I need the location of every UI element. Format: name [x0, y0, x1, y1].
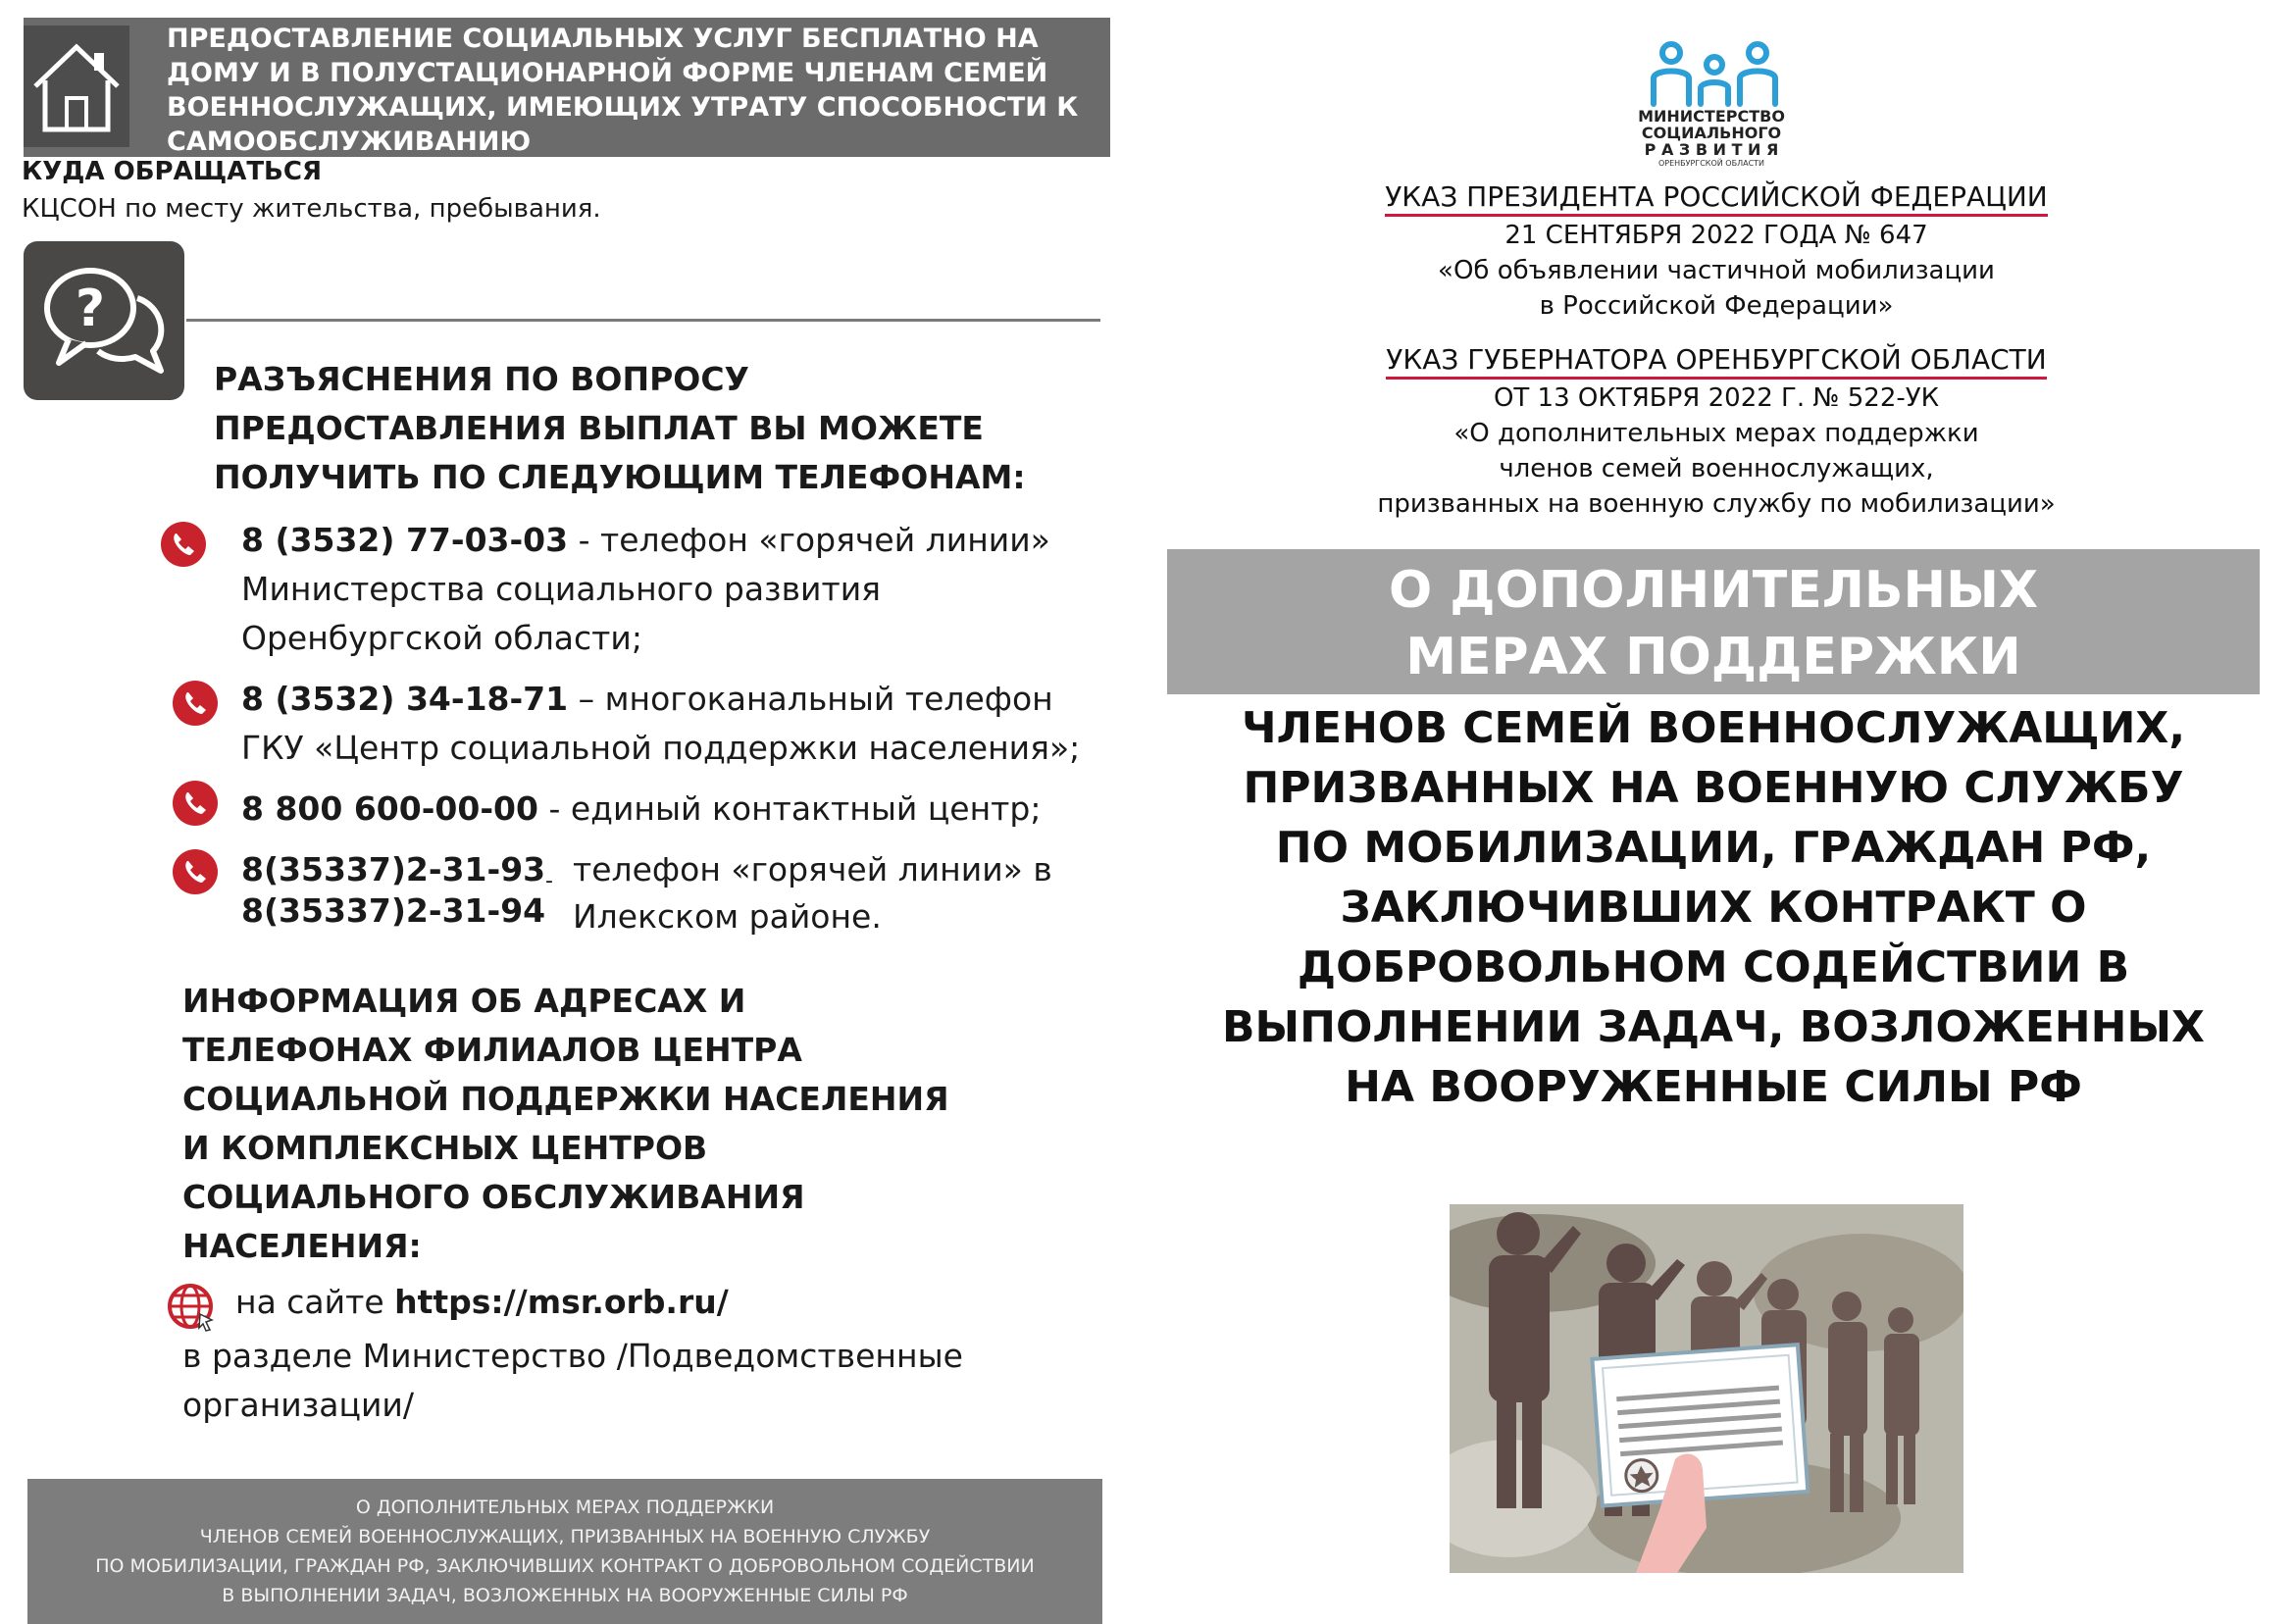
- phone-icon: [173, 781, 218, 826]
- where-to-apply-title: КУДА ОБРАЩАТЬСЯ: [22, 157, 322, 186]
- top-banner: [24, 18, 1110, 157]
- ministry-name-line: Р А З В И Т И Я: [1644, 140, 1779, 159]
- phone-3-desc: - единый контактный центр;: [537, 789, 1042, 828]
- bottom-banner-line: ПО МОБИЛИЗАЦИИ, ГРАЖДАН РФ, ЗАКЛЮЧИВШИХ КОНТРАКТ О ДОБРОВОЛЬНОМ СОДЕЙСТВИИ: [95, 1555, 1035, 1577]
- brochure-title-banner: [1167, 549, 2260, 694]
- phone-4-number-2-text[interactable]: 8(35337)2-31-94: [241, 891, 546, 930]
- bottom-banner-line: О ДОПОЛНИТЕЛЬНЫХ МЕРАХ ПОДДЕРЖКИ: [355, 1497, 775, 1518]
- phone-2-number[interactable]: 8 (3532) 34-18-71: [241, 680, 569, 718]
- phone-4-number-2[interactable]: [241, 887, 545, 935]
- phone-4-dash: -: [545, 869, 553, 893]
- where-to-apply-text: КЦСОН по месту жительства, пребывания.: [22, 194, 601, 224]
- decree-1: [1275, 180, 2158, 213]
- phone-1-desc-line2: Министерства социального развития: [241, 570, 882, 608]
- bottom-banner-line: ЧЛЕНОВ СЕМЕЙ ВОЕННОСЛУЖАЩИХ, ПРИЗВАННЫХ НА ВОЕННУЮ СЛУЖБУ: [199, 1526, 931, 1548]
- phone-2-desc: – многоканальный телефон: [568, 680, 1053, 718]
- phone-1-number[interactable]: 8 (3532) 77-03-03: [241, 521, 569, 559]
- decree-1-head: УКАЗ ПРЕЗИДЕНТА РОССИЙСКОЙ ФЕДЕРАЦИИ: [1385, 180, 2048, 217]
- phone-1: [241, 516, 1050, 564]
- decree-1-line: в Российской Федерации»: [1539, 291, 1894, 321]
- ministry-name: [1589, 108, 1834, 158]
- site-section-text: в разделе Министерство /Подведомственные организации/: [182, 1337, 963, 1424]
- phone-4-number-1-text[interactable]: 8(35337)2-31-93: [241, 850, 546, 888]
- brochure-main-title: ЧЛЕНОВ СЕМЕЙ ВОЕННОСЛУЖАЩИХ, ПРИЗВАННЫХ НА ВОЕННУЮ СЛУЖБУ ПО МОБИЛИЗАЦИИ, ГРАЖДАН РФ, ЗАКЛЮЧИВШИХ КОНТРАКТ О ДОБРОВОЛЬНОМ СОДЕЙСТВИИ В ВЫПОЛНЕНИИ ЗАДАЧ, ВОЗЛОЖЕННЫХ НА ВООРУЖЕННЫЕ СИЛЫ РФ: [1222, 703, 2205, 1112]
- decree-2-line: призванных на военную службу по мобилизации»: [1377, 489, 2056, 519]
- decree-1-body: [1275, 218, 2158, 324]
- phone-icon: [173, 849, 218, 894]
- phone-1-desc-line3: Оренбургской области;: [241, 619, 642, 657]
- site-line: [235, 1283, 729, 1321]
- ministry-region: ОРЕНБУРГСКОЙ ОБЛАСТИ: [1657, 159, 1765, 168]
- decree-1-line: 21 СЕНТЯБРЯ 2022 ГОДА № 647: [1504, 221, 1928, 250]
- svg-text:?: ?: [75, 279, 106, 338]
- site-link[interactable]: https://msr.orb.ru/: [394, 1283, 729, 1321]
- ministry-name-line: МИНИСТЕРСТВО: [1638, 107, 1785, 126]
- globe-icon: [167, 1283, 216, 1332]
- decree-2: [1275, 343, 2158, 376]
- top-banner-text: ПРЕДОСТАВЛЕНИЕ СОЦИАЛЬНЫХ УСЛУГ БЕСПЛАТНО НА ДОМУ И В ПОЛУСТАЦИОНАРНОЙ ФОРМЕ ЧЛЕНАМ СЕМЕЙ ВОЕННОСЛУЖАЩИХ, ИМЕЮЩИХ УТРАТУ СПОСОБНОСТИ К САМООБСЛУЖИВАНИЮ: [167, 24, 1079, 157]
- decree-2-line: ОТ 13 ОКТЯБРЯ 2022 Г. № 522-УК: [1493, 383, 1940, 413]
- phone-2: [241, 675, 1053, 723]
- phone-1-desc: - телефон «горячей линии»: [568, 521, 1050, 559]
- phone-4-desc-line1: телефон «горячей линии» в: [573, 850, 1052, 888]
- phone-icon: [173, 681, 218, 726]
- phone-3: [241, 785, 1041, 833]
- house-icon: [24, 25, 129, 147]
- decree-1-line: «Об объявлении частичной мобилизации: [1438, 256, 1995, 285]
- ministry-name-line: СОЦИАЛЬНОГО: [1641, 124, 1782, 142]
- bottom-banner-line: В ВЫПОЛНЕНИИ ЗАДАЧ, ВОЗЛОЖЕННЫХ НА ВООРУЖЕННЫЕ СИЛЫ РФ: [222, 1585, 908, 1606]
- phone-icon: [161, 522, 206, 567]
- brochure-title-line: МЕРАХ ПОДДЕРЖКИ: [1405, 628, 2021, 686]
- decree-2-body: [1275, 381, 2158, 522]
- phone-3-number[interactable]: 8 800 600-00-00: [241, 789, 538, 828]
- soldiers-illustration: [1450, 1204, 1963, 1573]
- decree-2-line: членов семей военнослужащих,: [1499, 454, 1934, 483]
- phone-2-desc-line2: ГКУ «Центр социальной поддержки населения»;: [241, 729, 1081, 767]
- bottom-banner: [27, 1479, 1102, 1624]
- site-prefix: на сайте: [235, 1283, 395, 1321]
- decree-2-head: УКАЗ ГУБЕРНАТОРА ОРЕНБУРГСКОЙ ОБЛАСТИ: [1386, 343, 2046, 380]
- phone-4-desc-line2: Илекском районе.: [573, 897, 882, 936]
- decree-2-line: «О дополнительных мерах поддержки: [1453, 419, 1979, 448]
- info-title: ИНФОРМАЦИЯ ОБ АДРЕСАХ И ТЕЛЕФОНАХ ФИЛИАЛОВ ЦЕНТРА СОЦИАЛЬНОЙ ПОДДЕРЖКИ НАСЕЛЕНИЯ И КОМПЛЕКСНЫХ ЦЕНТРОВ СОЦИАЛЬНОГО ОБСЛУЖИВАНИЯ НАСЕЛЕНИЯ:: [182, 982, 949, 1265]
- ministry-logo-icon: [1646, 39, 1783, 108]
- section-divider: [186, 319, 1100, 322]
- explanation-title: РАЗЪЯСНЕНИЯ ПО ВОПРОСУ ПРЕДОСТАВЛЕНИЯ ВЫПЛАТ ВЫ МОЖЕТЕ ПОЛУЧИТЬ ПО СЛЕДУЮЩИМ ТЕЛЕФОНАМ:: [214, 360, 1026, 496]
- brochure-title-line: О ДОПОЛНИТЕЛЬНЫХ: [1388, 561, 2039, 620]
- question-chat-icon: [24, 241, 184, 400]
